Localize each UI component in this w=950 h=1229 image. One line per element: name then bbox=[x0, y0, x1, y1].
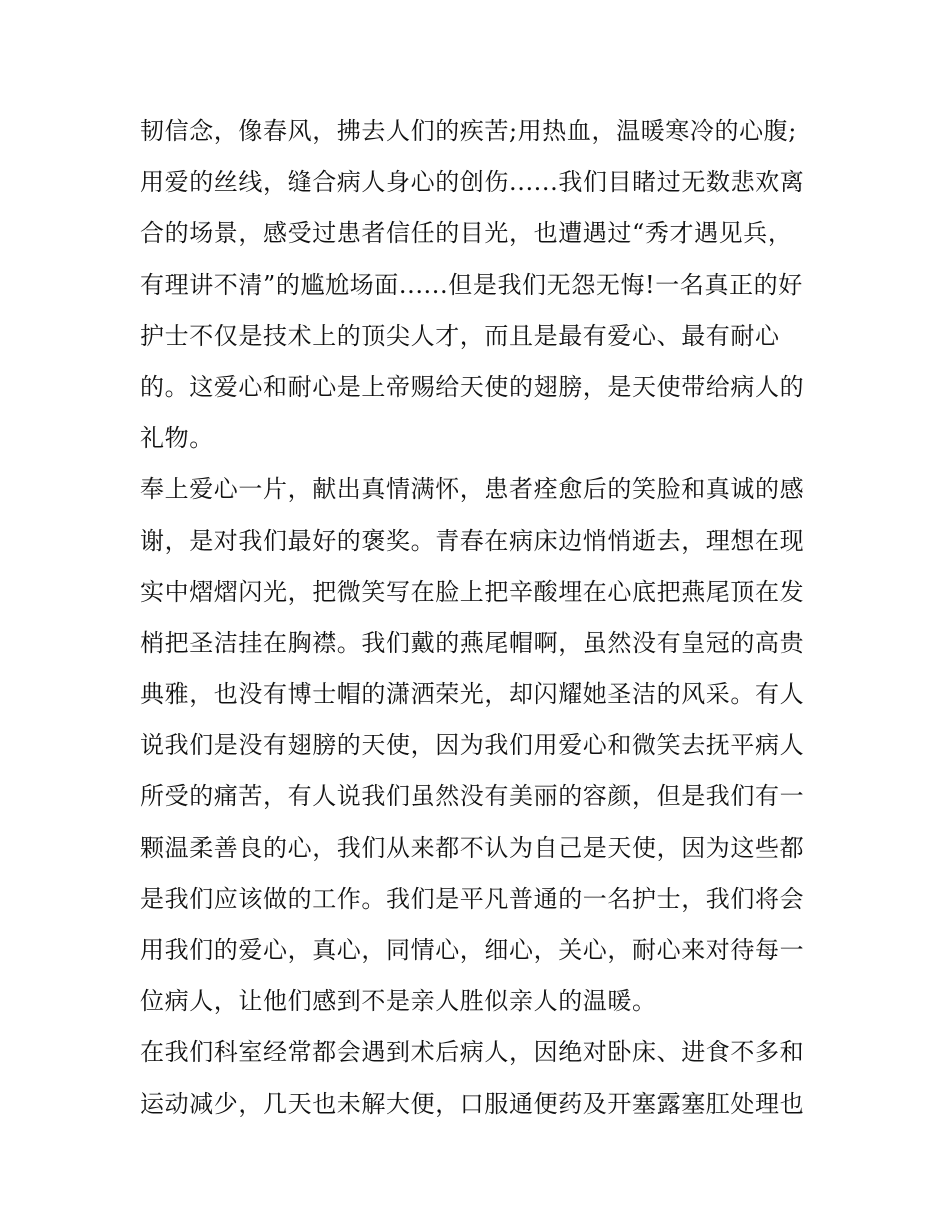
text-line-1: 韧信念，像春风，拂去人们的疾苦;用热血，温暖寒冷的心腹; bbox=[140, 117, 797, 145]
text-line-2: 用爱的丝线，缝合病人身心的创伤......我们目睹过无数悲欢离 bbox=[140, 168, 805, 197]
text-line-3: 合的场景，感受过患者信任的目光，也遭遇过“秀才遇见兵， bbox=[140, 219, 793, 248]
text-line-4: 有理讲不清”的尴尬场面......但是我们无怨无悔!一名真正的好 bbox=[140, 270, 803, 299]
text-line-9: 谢，是对我们最好的褒奖。青春在病床边悄悄逝去，理想在现 bbox=[140, 526, 805, 555]
text-line-17: 用我们的爱心，真心，同情心，细心，关心，耐心来对待每一 bbox=[140, 936, 805, 964]
text-line-18: 位病人，让他们感到不是亲人胜似亲人的温暖。 bbox=[140, 987, 657, 1016]
document-body-text bbox=[140, 106, 820, 1130]
text-line-6: 的。这爱心和耐心是上帝赐给天使的翅膀，是天使带给病人的 bbox=[140, 372, 805, 401]
text-line-5: 护士不仅是技术上的顶尖人才，而且是最有爱心、最有耐心 bbox=[140, 321, 780, 350]
text-line-8: 奉上爱心一片，献出真情满怀，患者痊愈后的笑脸和真诚的感 bbox=[140, 475, 805, 504]
text-line-13: 说我们是没有翅膀的天使，因为我们用爱心和微笑去抚平病人 bbox=[140, 731, 805, 760]
text-line-10: 实中熠熠闪光，把微笑写在脸上把辛酸埋在心底把燕尾顶在发 bbox=[140, 577, 805, 606]
text-line-11: 梢把圣洁挂在胸襟。我们戴的燕尾帽啊，虽然没有皇冠的高贵 bbox=[140, 628, 805, 657]
text-line-19: 在我们科室经常都会遇到术后病人，因绝对卧床、进食不多和 bbox=[140, 1038, 805, 1067]
text-line-16: 是我们应该做的工作。我们是平凡普通的一名护士，我们将会 bbox=[140, 884, 805, 913]
text-line-15: 颗温柔善良的心，我们从来都不认为自己是天使，因为这些都 bbox=[140, 833, 805, 862]
text-line-12: 典雅，也没有博士帽的潇洒荣光，却闪耀她圣洁的风采。有人 bbox=[140, 680, 805, 709]
text-line-20: 运动减少，几天也未解大便，口服通便药及开塞露塞肛处理也 bbox=[140, 1089, 805, 1118]
text-line-7: 礼物。 bbox=[140, 424, 214, 453]
text-line-14: 所受的痛苦，有人说我们虽然没有美丽的容颜，但是我们有一 bbox=[140, 782, 805, 811]
